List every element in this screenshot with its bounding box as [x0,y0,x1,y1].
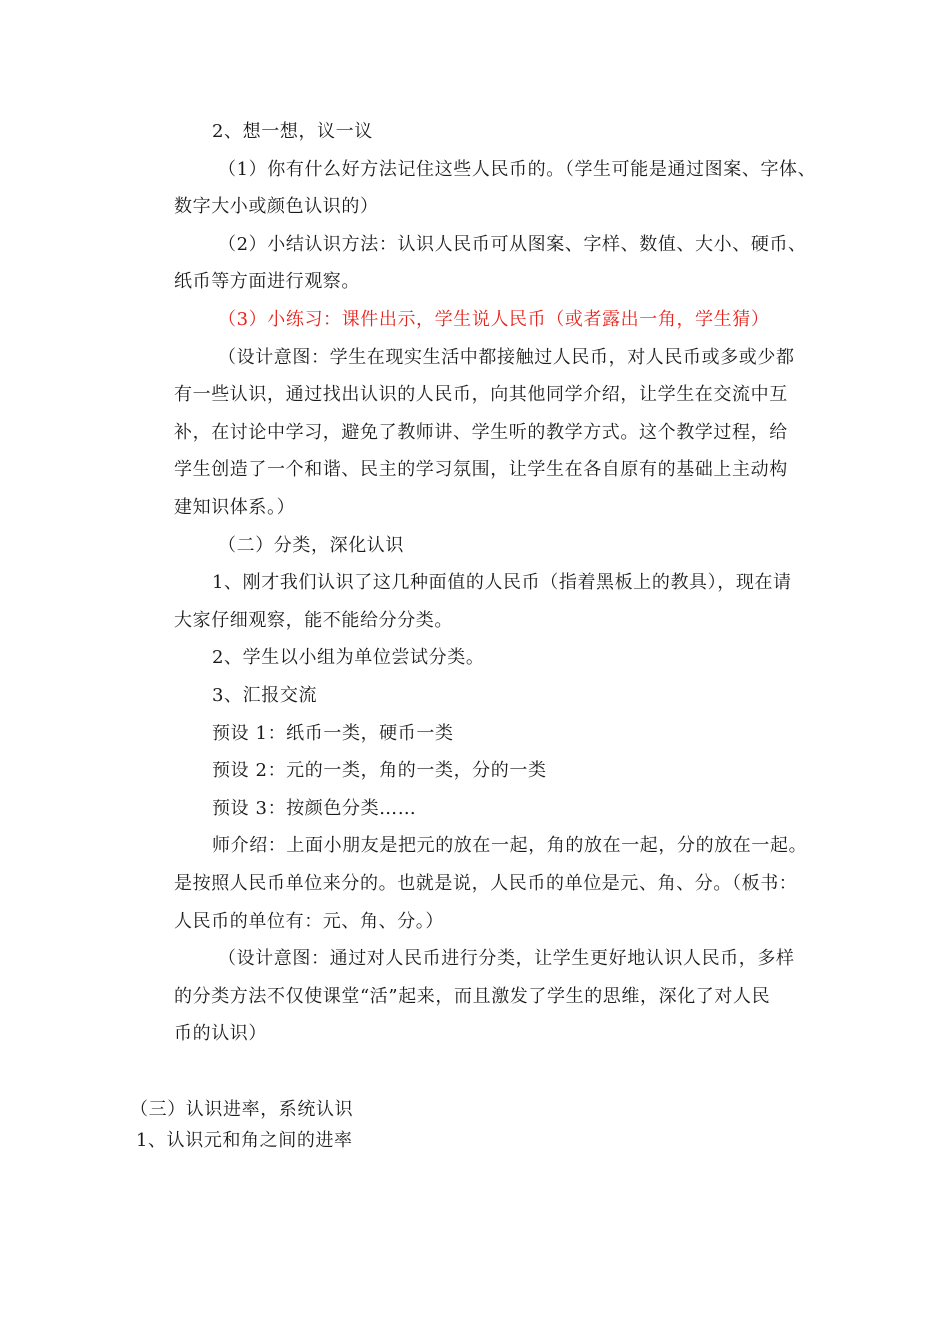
design-intent-line: 的分类方法不仅使课堂“活”起来，而且激发了学生的思维，深化了对人民 [174,986,771,1007]
preset-line: 预设 1：纸币一类，硬币一类 [212,723,454,744]
preset-line: 预设 3：按颜色分类…… [212,798,417,819]
design-intent-line: 补，在讨论中学习，避免了教师讲、学生听的教学方式。这个教学过程，给 [174,422,788,443]
paragraph-line: 纸币等方面进行观察。 [174,271,360,292]
preset-line: 预设 2：元的一类，角的一类，分的一类 [212,760,547,781]
section-heading: （三）认识进率，系统认识 [130,1099,354,1120]
heading-think-discuss: 2、想一想，议一议 [212,121,373,142]
design-intent-line: 建知识体系。） [174,497,296,518]
paragraph-line: 1、认识元和角之间的进率 [136,1130,353,1151]
paragraph-line: 2、学生以小组为单位尝试分类。 [212,647,485,668]
paragraph-line: 大家仔细观察，能不能给分分类。 [174,610,453,631]
highlighted-practice-line: （3）小练习：课件出示，学生说人民币（或者露出一角，学生猜） [218,309,770,330]
paragraph-line: 师介绍：上面小朋友是把元的放在一起，角的放在一起，分的放在一起。 [212,835,808,856]
paragraph-line: 数字大小或颜色认识的） [174,196,379,217]
paragraph-line: （2）小结认识方法：认识人民币可从图案、字样、数值、大小、硬币、 [218,234,807,255]
design-intent-line: 学生创造了一个和谐、民主的学习氛围，让学生在各自原有的基础上主动构 [174,459,788,480]
paragraph-line: 1、刚才我们认识了这几种面值的人民币（指着黑板上的教具），现在请 [212,572,792,593]
design-intent-line: 有一些认识，通过找出认识的人民币，向其他同学介绍，让学生在交流中互 [174,384,788,405]
design-intent-line: （设计意图：通过对人民币进行分类，让学生更好地认识人民币，多样 [218,948,795,969]
paragraph-line: 是按照人民币单位来分的。也就是说，人民币的单位是元、角、分。（板书： [174,873,798,894]
paragraph-line: （1）你有什么好方法记住这些人民币的。（学生可能是通过图案、字体、 [218,159,817,180]
paragraph-line: 3、汇报交流 [212,685,318,706]
paragraph-line: 人民币的单位有：元、角、分。） [174,911,444,932]
section-heading: （二）分类，深化认识 [218,535,404,556]
design-intent-line: 币的认识） [174,1023,267,1044]
design-intent-line: （设计意图：学生在现实生活中都接触过人民币，对人民币或多或少都 [218,347,795,368]
